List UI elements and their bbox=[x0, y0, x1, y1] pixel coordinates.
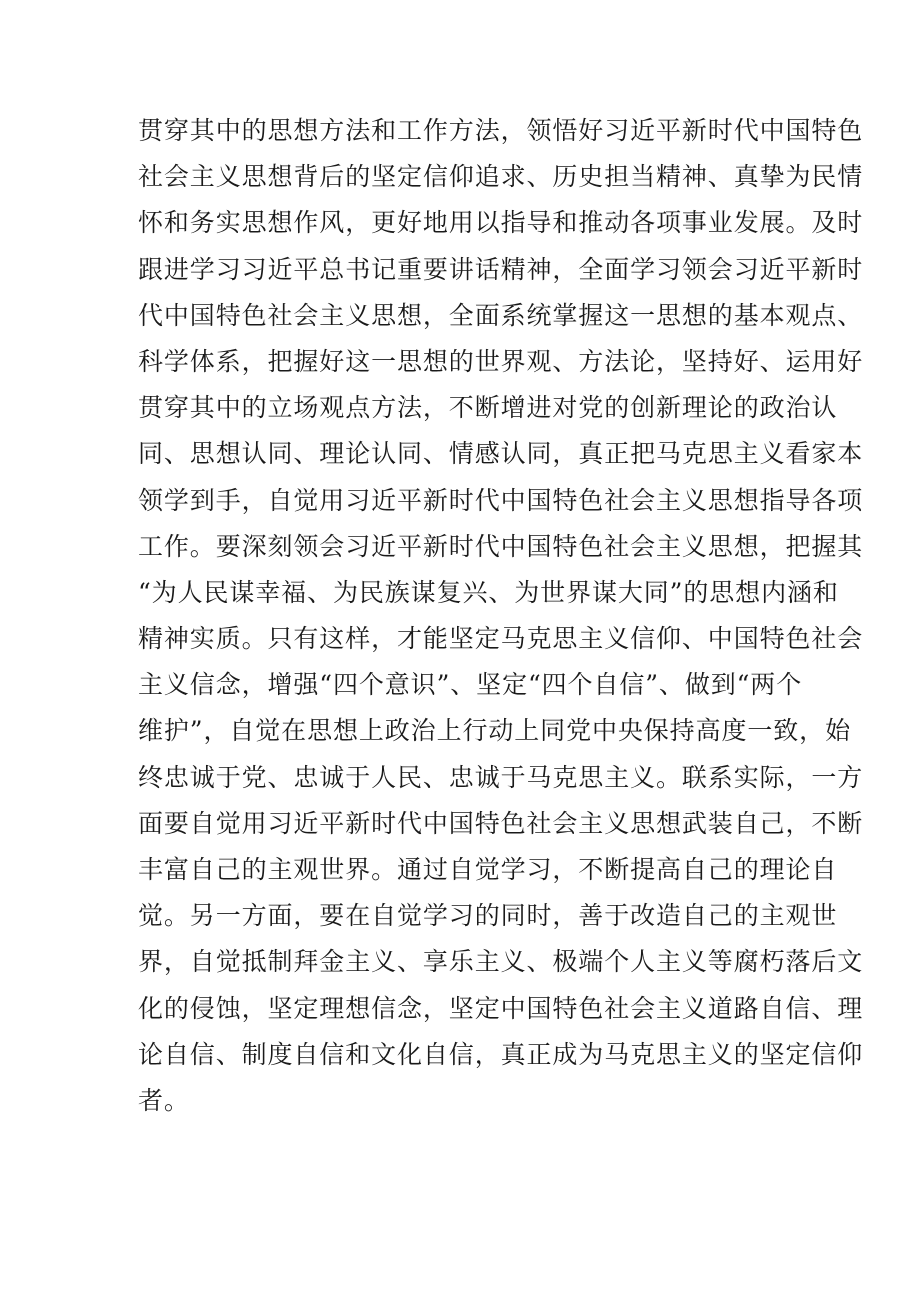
paragraph-line: 代中国特色社会主义思想，全面系统掌握这一思想的基本观点、 bbox=[138, 300, 864, 330]
paragraph-line: 怀和务实思想作风，更好地用以指导和推动各项事业发展。及时 bbox=[138, 208, 864, 238]
paragraph-line: 跟进学习习近平总书记重要讲话精神，全面学习领会习近平新时 bbox=[138, 254, 864, 284]
paragraph-line: 论自信、制度自信和文化自信，真正成为马克思主义的坚定信仰 bbox=[138, 1039, 864, 1069]
paragraph-line: 终忠诚于党、忠诚于人民、忠诚于马克思主义。联系实际，一方 bbox=[138, 762, 864, 792]
paragraph-line: 者。 bbox=[138, 1085, 190, 1115]
paragraph-line: 丰富自己的主观世界。通过自觉学习，不断提高自己的理论自 bbox=[138, 855, 838, 884]
paragraph-line: 主义信念，增强“四个意识”、坚定“四个自信”、做到“两个 bbox=[138, 670, 803, 700]
body-paragraph bbox=[138, 108, 864, 1124]
paragraph-line: 社会主义思想背后的坚定信仰追求、历史担当精神、真挚为民情 bbox=[138, 162, 864, 192]
paragraph-line: 同、思想认同、理论认同、情感认同，真正把马克思主义看家本 bbox=[138, 439, 864, 469]
paragraph-line: 面要自觉用习近平新时代中国特色社会主义思想武装自己，不断 bbox=[138, 808, 864, 838]
paragraph-line: 化的侵蚀，坚定理想信念，坚定中国特色社会主义道路自信、理 bbox=[138, 993, 864, 1023]
paragraph-line: 领学到手，自觉用习近平新时代中国特色社会主义思想指导各项 bbox=[138, 485, 864, 515]
paragraph-line: 觉。另一方面，要在自觉学习的同时，善于改造自己的主观世 bbox=[138, 901, 838, 931]
paragraph-line: 贯穿其中的立场观点方法，不断增进对党的创新理论的政治认 bbox=[138, 393, 838, 423]
paragraph-line: 贯穿其中的思想方法和工作方法，领悟好习近平新时代中国特色 bbox=[138, 116, 864, 145]
paragraph-line: 维护”，自觉在思想上政治上行动上同党中央保持高度一致，始 bbox=[138, 716, 851, 746]
paragraph-line: 工作。要深刻领会习近平新时代中国特色社会主义思想，把握其 bbox=[138, 531, 864, 561]
paragraph-line: 界，自觉抵制拜金主义、享乐主义、极端个人主义等腐朽落后文 bbox=[138, 947, 864, 977]
paragraph-line: “为人民谋幸福、为民族谋复兴、为世界谋大同”的思想内涵和 bbox=[138, 577, 839, 607]
paragraph-line: 科学体系，把握好这一思想的世界观、方法论，坚持好、运用好 bbox=[138, 346, 864, 376]
paragraph-line: 精神实质。只有这样，才能坚定马克思主义信仰、中国特色社会 bbox=[138, 624, 864, 654]
